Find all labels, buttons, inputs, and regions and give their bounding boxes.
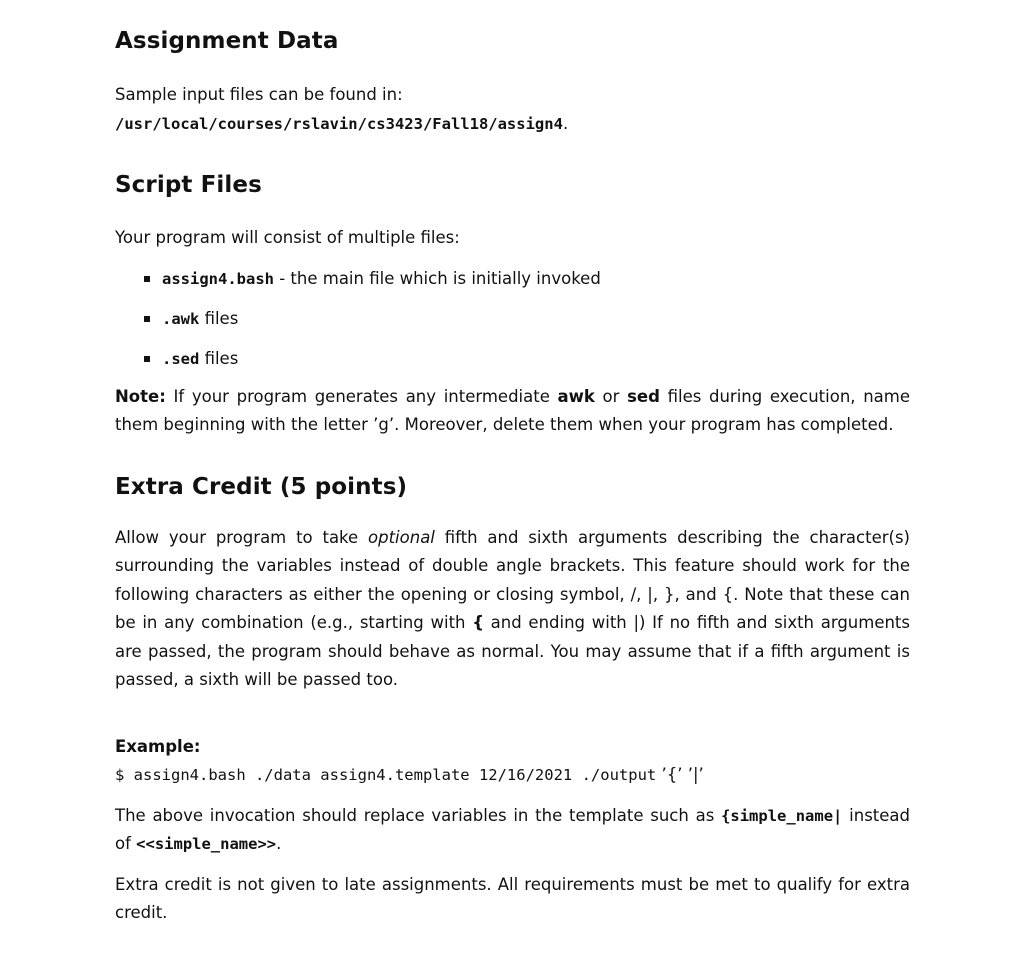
heading-assignment-data: Assignment Data (115, 28, 339, 54)
bullet-icon (144, 356, 150, 362)
inv-text-c: . (276, 834, 282, 853)
late-policy-paragraph: Extra credit is not given to late assignments. All requirements must be met to qualify for extra credit. (115, 874, 910, 922)
file-desc: files (199, 308, 239, 328)
note-text-1: If your program generates any intermediate (165, 386, 558, 406)
extra-credit-paragraph (115, 524, 910, 695)
assignment-data-intro: Sample input files can be found in: (115, 85, 403, 104)
note-awk: awk (557, 386, 595, 406)
ec-text-b: fifth and sixth arguments describing the character(s) surrounding the variables instead of double angle brackets. This feature should work for the following characters as either the opening or closing symbol, /, |, }, and {. Note that these can be in any combination (e.g., starting with (115, 527, 910, 632)
heading-extra-credit: Extra Credit (5 points) (115, 473, 408, 500)
note-text-3: files during execution, name them beginning with the letter ’g’. Moreover, delete them when your program has completed. (115, 386, 910, 434)
list-item (115, 345, 910, 385)
bullet-icon (144, 316, 150, 322)
note-text-2: or (594, 386, 628, 406)
ec-optional: optional (368, 527, 435, 547)
sample-path: /usr/local/courses/rslavin/cs3423/Fall18/assign4 (115, 114, 563, 133)
script-files-intro: Your program will consist of multiple files: (115, 228, 460, 247)
file-desc: - the main file which is initially invoked (273, 268, 601, 288)
file-name: assign4.bash (162, 269, 274, 288)
file-name: .sed (162, 349, 200, 368)
example-block (115, 733, 910, 790)
inv-code-1: {simple_name| (721, 806, 843, 825)
document-page (115, 28, 910, 928)
example-args: ’{’ ’|’ (656, 765, 704, 784)
list-item (115, 265, 910, 305)
file-name: .awk (162, 309, 200, 328)
example-label: Example: (115, 736, 201, 756)
bullet-icon (144, 276, 150, 282)
invocation-paragraph (115, 802, 910, 859)
file-list (115, 265, 910, 385)
inv-code-2: <<simple_name>> (136, 835, 277, 853)
inv-text-a: The above invocation should replace variables in the template such as (115, 805, 722, 825)
list-item (115, 305, 910, 345)
note-paragraph (115, 383, 910, 440)
heading-script-files: Script Files (115, 172, 262, 198)
inv-text-b: instead of (115, 805, 910, 853)
note-label: Note: (115, 386, 166, 406)
ec-brace: { (472, 613, 484, 632)
sample-path-period: . (562, 113, 569, 133)
note-sed: sed (627, 386, 660, 406)
example-command: $ assign4.bash ./data assign4.template 12/16/2021 ./output (115, 766, 657, 784)
file-desc: files (199, 348, 239, 368)
assignment-data-text (115, 81, 910, 138)
ec-text-a: Allow your program to take (115, 527, 369, 547)
ec-text-c: and ending with |) If no fifth and sixth arguments are passed, the program should behave as normal. You may assume that if a fifth argument is passed, a sixth will be passed too. (115, 613, 911, 689)
